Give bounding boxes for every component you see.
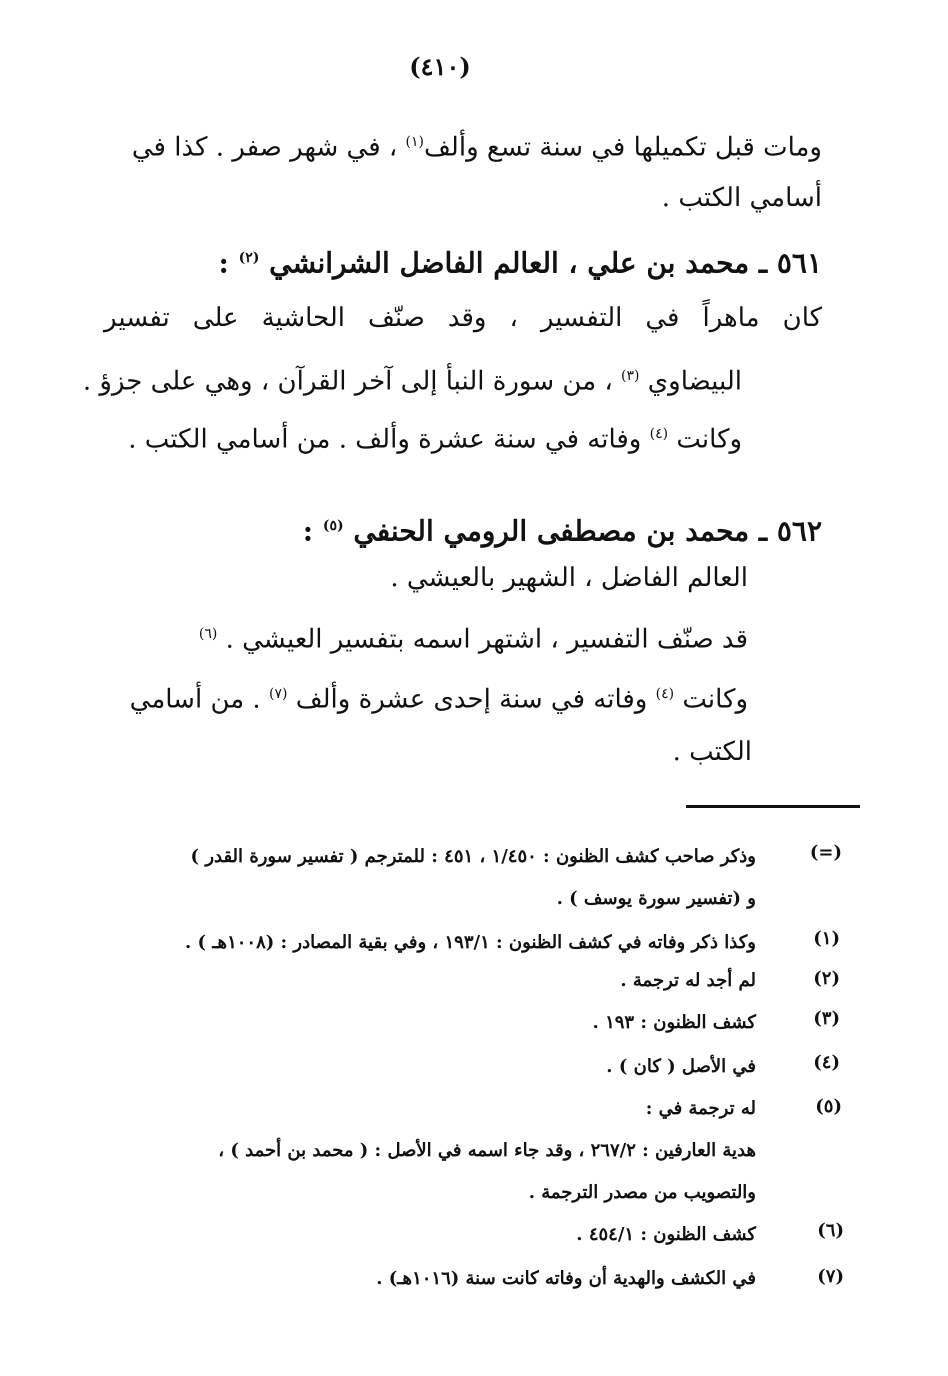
footnote-text: كشف الظنون : ١٩٣ . [592,1012,756,1033]
body-text: وكانت [676,424,742,455]
footnote-separator [686,805,860,808]
body-line-2: أسامي الكتب . [661,183,822,213]
footnote-ref[interactable]: (٧) [268,686,288,702]
heading-colon: : [302,514,314,548]
entry-562-line-2 [199,616,748,658]
entry-561-line-1: كان ماهراً في التفسير ، وقد صنّف الحاشية على تفسير [104,303,822,333]
body-text: ، من سورة النبأ إلى آخر القرآن ، وهي على جزؤ . [82,366,613,397]
footnote-text: والتصويب من مصدر الترجمة . [528,1182,756,1203]
body-text: وكانت [682,684,748,715]
body-text: وفاته في سنة عشرة وألف . من أسامي الكتب . [128,424,642,455]
entry-heading-text: ٥٦١ ـ محمد بن علي ، العالم الفاضل الشرانشي [269,246,822,280]
page-number: (٤١٠) [409,52,471,81]
footnote-marker: (٢) [813,968,840,989]
footnote-text: في الأصل ( كان ) . [606,1056,756,1077]
entry-561-line-2 [83,358,742,400]
entry-heading-text: ٥٦٢ ـ محمد بن مصطفى الرومي الحنفي [353,514,822,548]
footnote-marker: (١) [813,928,840,949]
body-text: ومات قبل تكميلها في سنة تسع وألف [424,132,822,163]
body-text: . من أسامي [129,684,261,715]
footnote-ref[interactable]: (٤) [649,426,669,442]
footnote-text: في الكشف والهدية أن وفاته كانت سنة (١٠١٦هـ) . [376,1268,756,1289]
entry-561-line-3 [128,416,742,458]
footnote-text: وذكر صاحب كشف الظنون : ١/٤٥٠ ، ٤٥١ : للمترجم ( تفسير سورة القدر ) [190,846,756,867]
body-text: وفاته في سنة إحدى عشرة وألف [295,684,648,715]
footnote-ref[interactable]: (٢) [238,250,260,266]
footnote-text: و (تفسير سورة يوسف ) . [556,888,756,909]
footnote-ref[interactable]: (٥) [322,518,344,534]
footnote-marker: (٧) [817,1266,844,1287]
footnote-ref[interactable]: (٦) [198,626,218,642]
footnote-ref[interactable]: (٣) [621,368,640,384]
body-line-1 [132,124,822,166]
entry-562-heading [303,508,822,549]
footnote-text: كشف الظنون : ٤٥٤/١ . [576,1224,756,1245]
entry-562-line-3 [130,676,748,718]
footnote-marker: (٤) [813,1052,840,1073]
footnote-marker: (=) [809,842,842,863]
entry-562-line-4: الكتب . [672,737,752,767]
body-text: البيضاوي [647,366,742,397]
footnote-marker: (٦) [817,1220,844,1241]
footnote-text: هدية العارفين : ٢٦٧/٢ ، وقد جاء اسمه في الأصل : ( محمد بن أحمد ) ، [218,1140,756,1161]
body-text: قد صنّف التفسير ، اشتهر اسمه بتفسير العيشي . [225,624,748,655]
footnote-ref[interactable]: (١) [405,134,425,150]
footnote-text: له ترجمة في : [645,1098,756,1119]
footnote-marker: (٣) [813,1008,840,1029]
body-text: ، في شهر صفر . كذا في [131,132,398,163]
entry-561-heading [219,240,822,281]
footnote-marker: (٥) [815,1096,842,1117]
footnote-text: وكذا ذكر وفاته في كشف الظنون : ١٩٣/١ ، وفي بقية المصادر : (١٠٠٨هـ ) . [184,932,756,953]
footnote-text: لم أجد له ترجمة . [620,970,756,991]
heading-colon: : [218,246,229,280]
entry-562-line-1: العالم الفاضل ، الشهير بالعيشي . [390,563,748,593]
footnote-ref[interactable]: (٤) [655,686,675,702]
